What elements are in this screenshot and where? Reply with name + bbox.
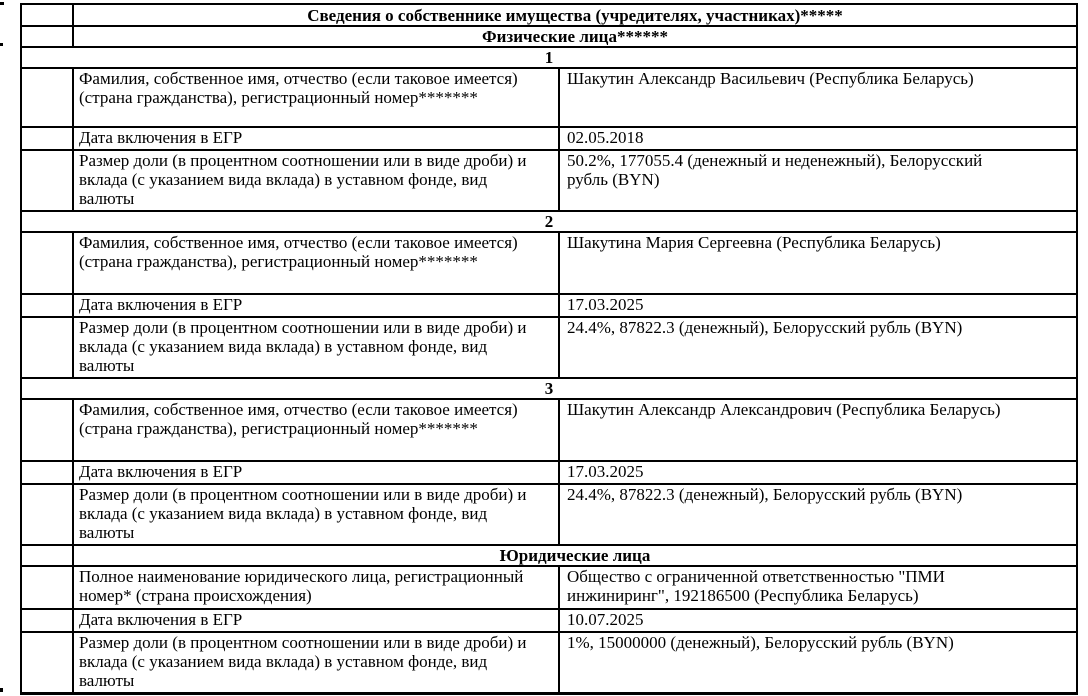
entry-number-3: 3 bbox=[21, 378, 1077, 399]
person-name-value-1: Шакутин Александр Васильевич (Республика Беларусь) bbox=[559, 68, 1077, 127]
egr-date-value-legal: 10.07.2025 bbox=[559, 609, 1077, 632]
row-index-cell bbox=[21, 150, 73, 211]
legal-entities-section-header: Юридические лица bbox=[73, 545, 1077, 566]
egr-date-value-3: 17.03.2025 bbox=[559, 461, 1077, 484]
row-index-cell bbox=[21, 68, 73, 127]
egr-date-label: Дата включения в ЕГР bbox=[73, 127, 559, 150]
entry-number-2: 2 bbox=[21, 211, 1077, 232]
row-index-cell bbox=[21, 609, 73, 632]
share-value-3: 24.4%, 87822.3 (денежный), Белорусский рубль (BYN) bbox=[559, 484, 1077, 545]
row-index-cell bbox=[21, 545, 73, 566]
egr-date-label: Дата включения в ЕГР bbox=[73, 609, 559, 632]
share-value-2: 24.4%, 87822.3 (денежный), Белорусский рубль (BYN) bbox=[559, 317, 1077, 378]
table-title: Сведения о собственнике имущества (учредителях, участниках)***** bbox=[73, 4, 1077, 26]
share-value-legal: 1%, 15000000 (денежный), Белорусский рубль (BYN) bbox=[559, 632, 1077, 694]
individuals-section-header: Физические лица****** bbox=[73, 26, 1077, 47]
row-index-cell bbox=[21, 232, 73, 294]
person-name-label: Фамилия, собственное имя, отчество (если таковое имеется) (страна гражданства), регистрационный номер******* bbox=[73, 399, 559, 461]
row-index-cell bbox=[21, 566, 73, 609]
owners-table bbox=[20, 3, 1078, 695]
legal-entity-name-value: Общество с ограниченной ответственностью "ПМИ инжиниринг", 192186500 (Республика Беларусь) bbox=[559, 566, 1077, 609]
row-index-cell bbox=[21, 294, 73, 317]
entry-number-1: 1 bbox=[21, 47, 1077, 68]
person-name-label: Фамилия, собственное имя, отчество (если таковое имеется) (страна гражданства), регистрационный номер******* bbox=[73, 232, 559, 294]
page-edge-mark bbox=[0, 43, 3, 46]
egr-date-value-2: 17.03.2025 bbox=[559, 294, 1077, 317]
egr-date-label: Дата включения в ЕГР bbox=[73, 461, 559, 484]
legal-entity-name-label: Полное наименование юридического лица, регистрационный номер* (страна происхождения) bbox=[73, 566, 559, 609]
share-label: Размер доли (в процентном соотношении или в виде дроби) и вклада (с указанием вида вклада) в уставном фонде, вид валюты bbox=[73, 632, 559, 694]
share-value-1: 50.2%, 177055.4 (денежный и неденежный), Белорусский рубль (BYN) bbox=[559, 150, 1077, 211]
row-index-cell bbox=[21, 4, 73, 26]
egr-date-value-1: 02.05.2018 bbox=[559, 127, 1077, 150]
person-name-label: Фамилия, собственное имя, отчество (если таковое имеется) (страна гражданства), регистрационный номер******* bbox=[73, 68, 559, 127]
person-name-value-2: Шакутина Мария Сергеевна (Республика Беларусь) bbox=[559, 232, 1077, 294]
egr-date-label: Дата включения в ЕГР bbox=[73, 294, 559, 317]
row-index-cell bbox=[21, 484, 73, 545]
share-label: Размер доли (в процентном соотношении или в виде дроби) и вклада (с указанием вида вклада) в уставном фонде, вид валюты bbox=[73, 484, 559, 545]
row-index-cell bbox=[21, 461, 73, 484]
row-index-cell bbox=[21, 127, 73, 150]
row-index-cell bbox=[21, 399, 73, 461]
page-edge-mark bbox=[0, 688, 3, 692]
row-index-cell bbox=[21, 317, 73, 378]
row-index-cell bbox=[21, 26, 73, 47]
share-label: Размер доли (в процентном соотношении или в виде дроби) и вклада (с указанием вида вклада) в уставном фонде, вид валюты bbox=[73, 150, 559, 211]
row-index-cell bbox=[21, 632, 73, 694]
page-edge-mark bbox=[0, 2, 4, 5]
person-name-value-3: Шакутин Александр Александрович (Республика Беларусь) bbox=[559, 399, 1077, 461]
share-label: Размер доли (в процентном соотношении или в виде дроби) и вклада (с указанием вида вклада) в уставном фонде, вид валюты bbox=[73, 317, 559, 378]
